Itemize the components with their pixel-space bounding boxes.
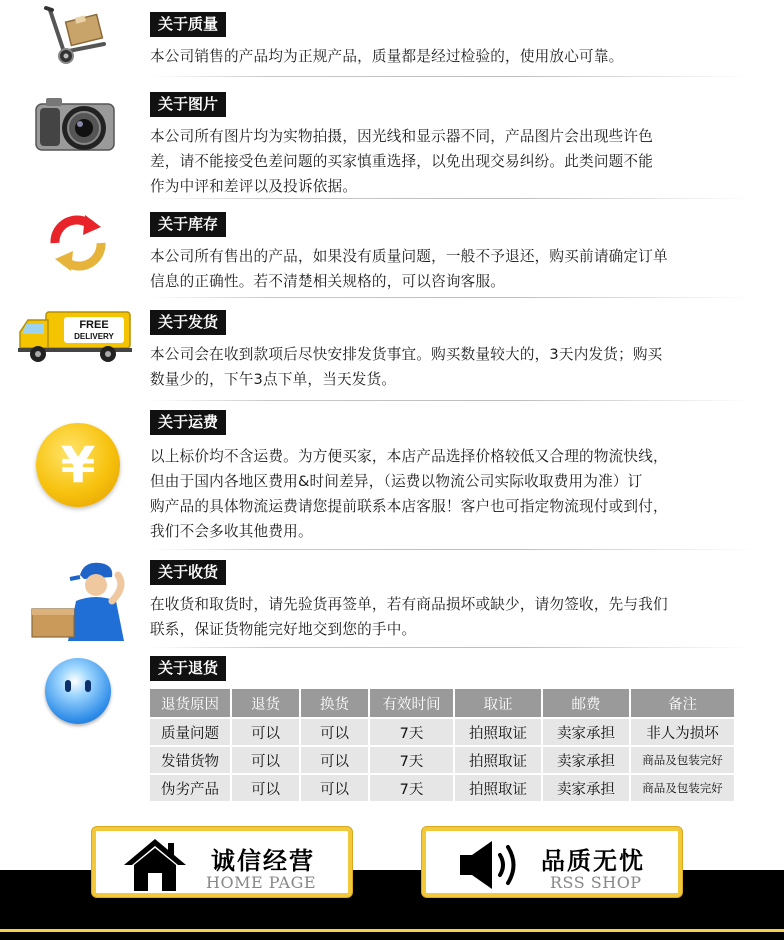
table-cell: 商品及包装完好 <box>631 747 734 773</box>
table-cell: 卖家承担 <box>543 719 629 745</box>
table-cell: 卖家承担 <box>543 747 629 773</box>
text-line: 联系，保证货物能完好地交到您的手中。 <box>150 621 417 638</box>
footer-accent-line <box>0 929 784 932</box>
table-cell: 可以 <box>301 719 368 745</box>
section-text <box>150 342 764 392</box>
divider <box>150 76 754 77</box>
text-line: 本公司所有售出的产品，如果没有质量问题，一般不予退还，购买前请确定订单 <box>150 248 668 265</box>
section-stock <box>0 206 784 298</box>
free-delivery-truck-icon <box>10 306 140 366</box>
table-cell: 商品及包装完好 <box>631 775 734 801</box>
text-line: 数量少的，下午3点下单，当天发货。 <box>150 371 397 388</box>
table-cell: 拍照取证 <box>455 775 541 801</box>
table-cell: 质量问题 <box>150 719 230 745</box>
divider <box>150 198 754 199</box>
section-text <box>150 244 764 294</box>
section-freight <box>0 406 784 546</box>
hand-truck-icon <box>18 2 138 68</box>
yen-symbol: ¥ <box>60 436 96 494</box>
table-cell: 7天 <box>370 719 453 745</box>
table-header-cell: 邮费 <box>543 689 629 717</box>
table-cell: 可以 <box>232 719 299 745</box>
text-line: 本公司所有图片均为实物拍摄，因光线和显示器不同，产品图片会出现些许色 <box>150 128 653 145</box>
text-line: 购产品的具体物流运费请您提前联系本店客服！客户也可指定物流现付或到付， <box>150 498 668 515</box>
table-row <box>150 775 734 801</box>
section-title: 关于收货 <box>150 560 226 585</box>
section-returns <box>0 654 784 814</box>
table-cell: 伪劣产品 <box>150 775 230 801</box>
text-line: 以上标价均不含运费。为方便买家，本店产品选择价格较低又合理的物流快线， <box>150 448 668 465</box>
section-title: 关于库存 <box>150 212 226 237</box>
table-cell: 可以 <box>232 775 299 801</box>
text-line: 作为中评和差评以及投诉依据。 <box>150 178 358 195</box>
table-cell: 7天 <box>370 747 453 773</box>
badge-title: 诚信经营 <box>211 847 315 875</box>
camera-icon <box>18 90 138 160</box>
badge-title: 品质无忧 <box>541 847 645 875</box>
badge-subtitle: RSS SHOP <box>550 873 642 892</box>
section-shipping <box>0 304 784 400</box>
home-icon <box>122 837 188 897</box>
section-title: 关于质量 <box>150 12 226 37</box>
table-cell: 可以 <box>301 747 368 773</box>
table-cell: 可以 <box>301 775 368 801</box>
smiley-face-icon <box>18 656 138 726</box>
section-quality <box>0 0 784 80</box>
table-row <box>150 747 734 773</box>
table-header-cell: 取证 <box>455 689 541 717</box>
text-line: 我们不会多收其他费用。 <box>150 523 313 540</box>
badge-subtitle: HOME PAGE <box>206 873 317 892</box>
truck-label-delivery: DELIVERY <box>74 332 114 341</box>
text-line: 本公司销售的产品均为正规产品，质量都是经过检验的，使用放心可靠。 <box>150 48 624 65</box>
yen-coin-icon <box>18 420 138 510</box>
divider <box>150 549 754 550</box>
section-title: 关于运费 <box>150 410 226 435</box>
refresh-arrows-icon <box>18 210 138 276</box>
section-title: 关于发货 <box>150 310 226 335</box>
divider <box>150 400 754 401</box>
rss-shop-badge[interactable] <box>422 827 682 897</box>
text-line: 差，请不能接受色差问题的买家慎重选择，以免出现交易纠纷。此类问题不能 <box>150 153 653 170</box>
table-row <box>150 719 734 745</box>
text-line: 在收货和取货时，请先验货再签单，若有商品损坏或缺少，请勿签收，先与我们 <box>150 596 668 613</box>
text-line: 但由于国内各地区费用&时间差异，（运费以物流公司实际收取费用为准）订 <box>150 473 643 490</box>
table-cell: 7天 <box>370 775 453 801</box>
section-title: 关于图片 <box>150 92 226 117</box>
table-cell: 拍照取证 <box>455 747 541 773</box>
table-header-cell: 备注 <box>631 689 734 717</box>
table-header-cell: 换货 <box>301 689 368 717</box>
table-cell: 卖家承担 <box>543 775 629 801</box>
divider <box>150 647 754 648</box>
speaker-icon <box>456 837 526 897</box>
text-line: 本公司会在收到款项后尽快安排发货事宜。购买数量较大的，3天内发货；购买 <box>150 346 663 363</box>
delivery-man-icon <box>20 556 140 642</box>
section-text <box>150 124 764 199</box>
table-header-cell: 有效时间 <box>370 689 453 717</box>
table-header-cell: 退货原因 <box>150 689 230 717</box>
divider <box>150 297 754 298</box>
home-page-badge[interactable] <box>92 827 352 897</box>
section-text <box>150 44 764 69</box>
table-header-row <box>150 689 734 717</box>
section-pictures <box>0 86 784 198</box>
truck-label-free: FREE <box>79 319 109 331</box>
table-cell: 发错货物 <box>150 747 230 773</box>
section-text <box>150 444 764 544</box>
table-header-cell: 退货 <box>232 689 299 717</box>
table-cell: 可以 <box>232 747 299 773</box>
text-line: 信息的正确性。若不清楚相关规格的，可以咨询客服。 <box>150 273 506 290</box>
section-text <box>150 592 764 642</box>
section-title: 关于退货 <box>150 656 226 681</box>
section-receiving <box>0 556 784 648</box>
return-policy-table <box>148 687 736 803</box>
table-cell: 拍照取证 <box>455 719 541 745</box>
table-cell: 非人为损坏 <box>631 719 734 745</box>
